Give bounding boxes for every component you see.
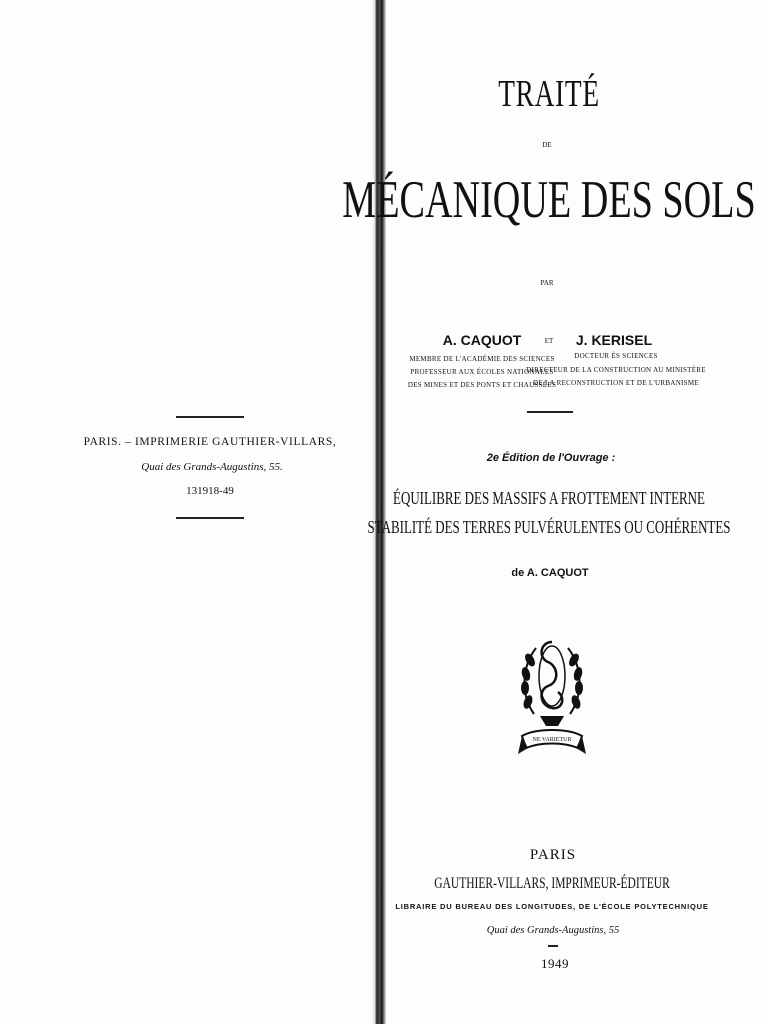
author1-name: A. CAQUOT (442, 332, 522, 348)
publisher-address: Quai des Grands-Augustins, 55 (486, 925, 620, 936)
subtitle-line-1: ÉQUILIBRE DES MASSIFS A FROTTEMENT INTERNE (393, 488, 705, 508)
imprint-line-2: Quai des Grands-Augustins, 55. (141, 461, 283, 473)
author2-name: J. KERISEL (575, 332, 653, 348)
author1-credential-2: PROFESSEUR AUX ÉCOLES NATIONALES (410, 368, 554, 376)
right-page (386, 0, 768, 1024)
title-mecanique-des-sols: MÉCANIQUE DES SOLS (342, 171, 756, 229)
emblem-banner-text: NE VARIETUR (532, 737, 572, 743)
subtitle-line-2: STABILITÉ DES TERRES PULVÉRULENTES OU COHÉRENTES (367, 517, 731, 537)
imprint-bottom-rule (176, 517, 244, 519)
publisher-emblem (518, 636, 586, 768)
year-rule (548, 945, 558, 947)
libraire-line: LIBRAIRE DU BUREAU DES LONGITUDES, DE L'ÉCOLE POLYTECHNIQUE (395, 902, 709, 911)
title-traite: TRAITÉ (498, 73, 600, 115)
imprint-number: 131918-49 (186, 485, 234, 497)
author1-credential-1: MEMBRE DE L'ACADÉMIE DES SCIENCES (409, 355, 555, 363)
author1-credential-3: DES MINES ET DES PONTS ET CHAUSSÉES (407, 381, 557, 389)
imprint-top-rule (176, 416, 244, 418)
authors-rule (527, 411, 573, 413)
edition-note: 2e Édition de l'Ouvrage : (486, 452, 616, 464)
publication-year: 1949 (541, 956, 569, 971)
title-de: DE (542, 141, 552, 149)
et-label: ET (544, 337, 554, 345)
author2-credential-2: DIRECTEUR DE LA CONSTRUCTION AU MINISTÈRE (526, 366, 706, 374)
author2-credential-1: DOCTEUR ÈS SCIENCES (574, 352, 658, 360)
par-label: PAR (540, 279, 554, 287)
publisher-name: GAUTHIER-VILLARS, IMPRIMEUR-ÉDITEUR (434, 875, 670, 892)
imprint-city: PARIS (529, 847, 577, 863)
imprint-line-1: PARIS. – IMPRIMERIE GAUTHIER-VILLARS, (83, 436, 337, 448)
book-gutter (372, 0, 386, 1024)
de-author-line: de A. CAQUOT (511, 567, 589, 579)
author2-credential-3: DE LA RECONSTRUCTION ET DE L'URBANISME (533, 379, 699, 387)
left-page (0, 0, 372, 1024)
